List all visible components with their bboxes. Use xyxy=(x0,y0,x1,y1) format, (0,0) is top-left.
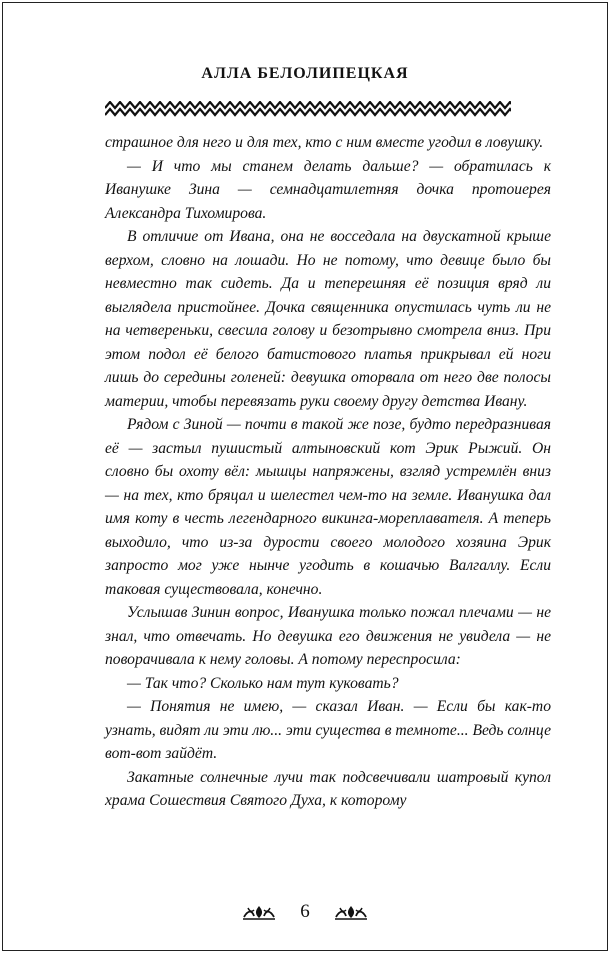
running-header: АЛЛА БЕЛОЛИПЕЦКАЯ xyxy=(201,65,409,82)
page-footer xyxy=(3,900,607,924)
paragraph: — Так что? Сколько нам тут куковать? xyxy=(127,674,399,692)
paragraph: Закатные солнечные лучи так подсвечивали шатровый купол храма Сошествия Святого Духа, к которому xyxy=(105,768,551,809)
paragraph: Рядом с Зиной — почти в такой же позе, будто передразнивая её — застыл пушистый алтыновский кот Эрик Рыжий. Он словно бы охоту вёл: мышцы напряжены, взгляд устремлён вниз — на тех, кто бряцал и шелестел чем-то на земле. Иванушка дал имя коту в честь легендарного викинга-мореплавателя. А теперь выходило, что из-за дурости своего молодого хозяина Эрик запросто мог уже нынче угодить в кошачью Валгаллу. Если таковая существовала, конечно. xyxy=(105,416,551,598)
paragraph: страшное для него и для тех, кто с ним вместе угодил в ловушку. xyxy=(105,134,544,151)
page-number: 6 xyxy=(300,901,310,922)
paragraph: В отличие от Ивана, она не восседала на двускатной крыше верхом, словно на лошади. Но не потому, что девице было бы невместно так сидеть. Да и теперешняя её позиция вряд ли выглядела пристойнее. Дочка священника опустилась чуть ли не на четвереньки, свесила голову и безотрывно смотрела вниз. При этом подол её белого батистового платья прикрывал ей ноги лишь до середины голеней: девушка оторвала от него две полосы материи, чтобы перевязать руки своему другу детства Ивану. xyxy=(105,228,551,410)
floral-flourish-icon xyxy=(334,904,368,920)
floral-flourish-icon xyxy=(242,904,276,920)
paragraph: — И что мы станем делать дальше? — обратилась к Иванушке Зина — семнадцатилетняя дочка протоиерея Александра Тихомирова. xyxy=(105,157,551,222)
zigzag-border-ornament xyxy=(105,101,511,117)
paragraph: — Понятия не имею, — сказал Иван. — Если бы как-то узнать, видят ли эти лю... эти существа в темноте... Ведь солнце вот-вот зайдёт. xyxy=(105,698,551,762)
body-text xyxy=(105,131,551,813)
book-page xyxy=(2,2,608,951)
paragraph: Услышав Зинин вопрос, Иванушка только пожал плечами — не знал, что отвечать. Но девушка его движения не увидела — не поворачивала к нему головы. А потому переспросила: xyxy=(105,604,551,668)
